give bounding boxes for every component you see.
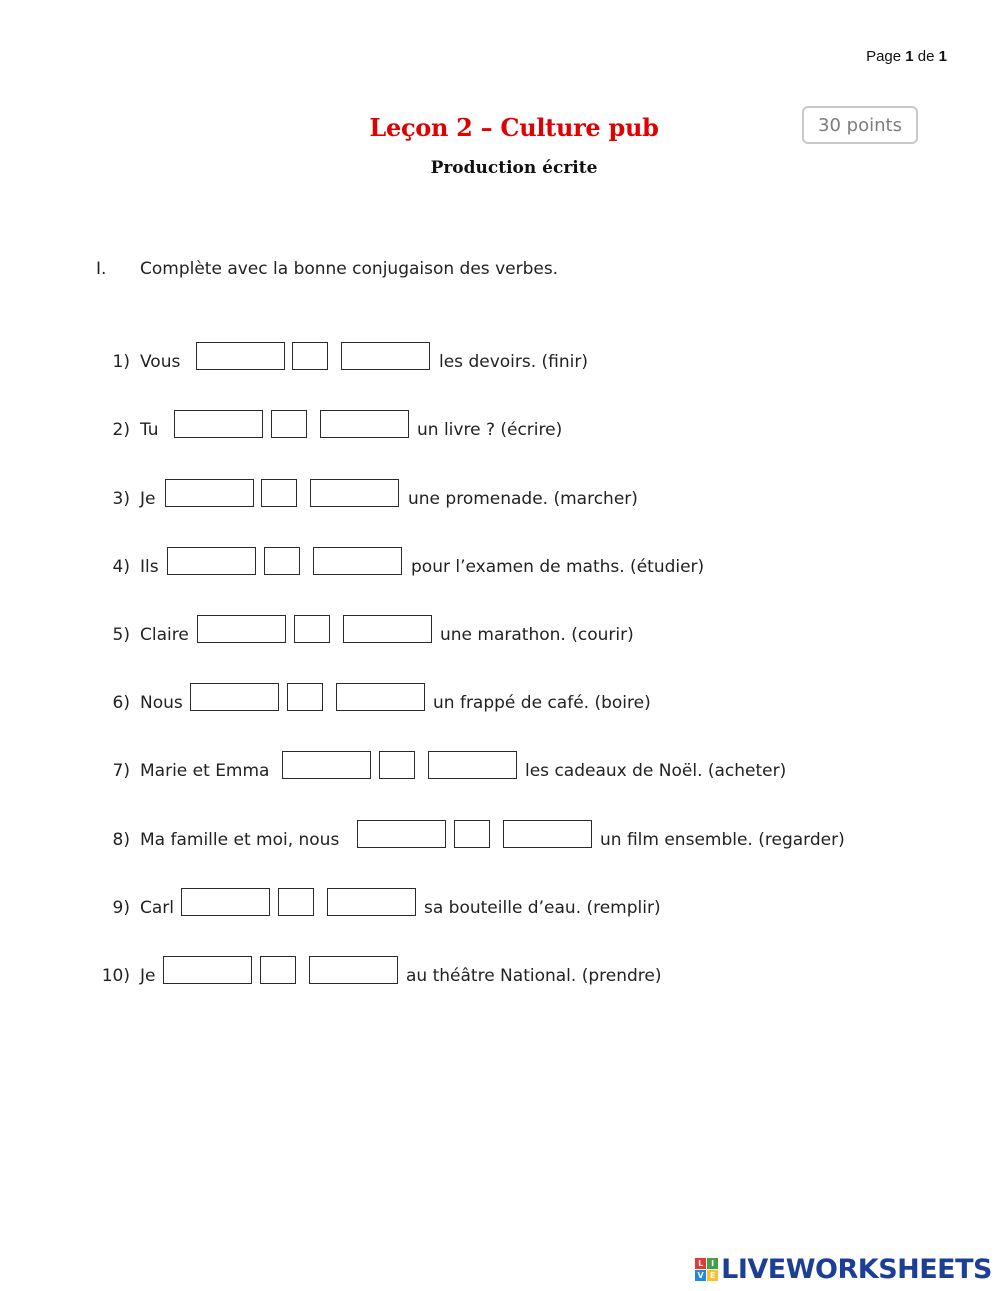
page-separator: de <box>917 48 935 65</box>
exercise-row <box>0 547 1000 577</box>
logo-block-i: I <box>707 1258 718 1269</box>
answer-box-1[interactable] <box>282 751 371 779</box>
exercise-completion: les devoirs. (finir) <box>439 352 588 372</box>
lesson-subtitle: Production écrite <box>430 158 598 178</box>
answer-box-2[interactable] <box>294 615 330 643</box>
answer-box-2[interactable] <box>260 956 296 984</box>
answer-box-3[interactable] <box>327 888 416 916</box>
answer-box-3[interactable] <box>503 820 592 848</box>
exercise-number: 2) <box>112 420 130 440</box>
exercise-row <box>0 888 1000 918</box>
section-number: I. <box>96 259 107 279</box>
answer-box-1[interactable] <box>197 615 286 643</box>
page-current: 1 <box>905 48 914 65</box>
exercise-row <box>0 956 1000 986</box>
answer-box-2[interactable] <box>454 820 490 848</box>
answer-box-3[interactable] <box>309 956 398 984</box>
exercise-row <box>0 820 1000 850</box>
exercise-subject: Je <box>140 966 156 986</box>
exercise-number: 9) <box>112 898 130 918</box>
exercise-row <box>0 751 1000 781</box>
page-number <box>866 48 947 65</box>
exercise-row <box>0 410 1000 440</box>
exercise-number: 6) <box>112 693 130 713</box>
exercise-number: 1) <box>112 352 130 372</box>
exercise-subject: Je <box>140 489 156 509</box>
answer-box-2[interactable] <box>264 547 300 575</box>
answer-box-3[interactable] <box>428 751 517 779</box>
exercise-completion: un livre ? (écrire) <box>417 420 563 440</box>
exercise-subject: Ils <box>140 557 159 577</box>
exercise-number: 4) <box>112 557 130 577</box>
answer-box-3[interactable] <box>310 479 399 507</box>
logo-text: LIVEWORKSHEETS <box>721 1254 992 1285</box>
exercise-number: 5) <box>112 625 130 645</box>
exercise-row <box>0 615 1000 645</box>
exercise-number: 8) <box>112 830 130 850</box>
answer-box-2[interactable] <box>287 683 323 711</box>
exercise-subject: Carl <box>140 898 174 918</box>
section-instruction <box>96 259 558 279</box>
exercise-completion: une marathon. (courir) <box>440 625 634 645</box>
answer-box-3[interactable] <box>320 410 409 438</box>
answer-box-1[interactable] <box>181 888 270 916</box>
exercise-row <box>0 342 1000 372</box>
exercise-row <box>0 683 1000 713</box>
answer-box-1[interactable] <box>167 547 256 575</box>
exercise-subject: Tu <box>140 420 159 440</box>
exercise-subject: Vous <box>140 352 181 372</box>
exercise-completion: au théâtre National. (prendre) <box>406 966 662 986</box>
page-total: 1 <box>938 48 947 65</box>
exercise-completion: une promenade. (marcher) <box>408 489 638 509</box>
answer-box-3[interactable] <box>313 547 402 575</box>
answer-box-2[interactable] <box>278 888 314 916</box>
logo-block-v: V <box>695 1270 706 1281</box>
answer-box-1[interactable] <box>165 479 254 507</box>
answer-box-1[interactable] <box>163 956 252 984</box>
answer-box-2[interactable] <box>379 751 415 779</box>
exercise-subject: Claire <box>140 625 189 645</box>
exercise-completion: pour l’examen de maths. (étudier) <box>411 557 705 577</box>
lesson-title: Leçon 2 – Culture pub <box>369 113 659 142</box>
answer-box-2[interactable] <box>292 342 328 370</box>
exercise-row <box>0 479 1000 509</box>
exercise-subject: Marie et Emma <box>140 761 270 781</box>
instruction-text: Complète avec la bonne conjugaison des verbes. <box>140 259 559 279</box>
answer-box-1[interactable] <box>357 820 446 848</box>
exercise-number: 3) <box>112 489 130 509</box>
answer-box-1[interactable] <box>190 683 279 711</box>
logo-block-e: E <box>707 1270 718 1281</box>
logo-blocks-icon <box>695 1258 718 1281</box>
liveworksheets-logo <box>695 1254 992 1285</box>
answer-box-2[interactable] <box>261 479 297 507</box>
answer-box-2[interactable] <box>271 410 307 438</box>
answer-box-3[interactable] <box>336 683 425 711</box>
exercise-completion: les cadeaux de Noël. (acheter) <box>525 761 787 781</box>
exercise-subject: Nous <box>140 693 183 713</box>
answer-box-1[interactable] <box>174 410 263 438</box>
answer-box-1[interactable] <box>196 342 285 370</box>
exercise-number: 7) <box>112 761 130 781</box>
exercise-completion: un frappé de café. (boire) <box>433 693 651 713</box>
exercise-subject: Ma famille et moi, nous <box>140 830 340 850</box>
logo-block-l: L <box>695 1258 706 1269</box>
exercise-completion: un film ensemble. (regarder) <box>600 830 845 850</box>
answer-box-3[interactable] <box>343 615 432 643</box>
points-badge: 30 points <box>802 106 918 144</box>
exercise-completion: sa bouteille d’eau. (remplir) <box>424 898 661 918</box>
answer-box-3[interactable] <box>341 342 430 370</box>
exercise-number: 10) <box>101 966 130 986</box>
page-label: Page <box>866 48 902 65</box>
